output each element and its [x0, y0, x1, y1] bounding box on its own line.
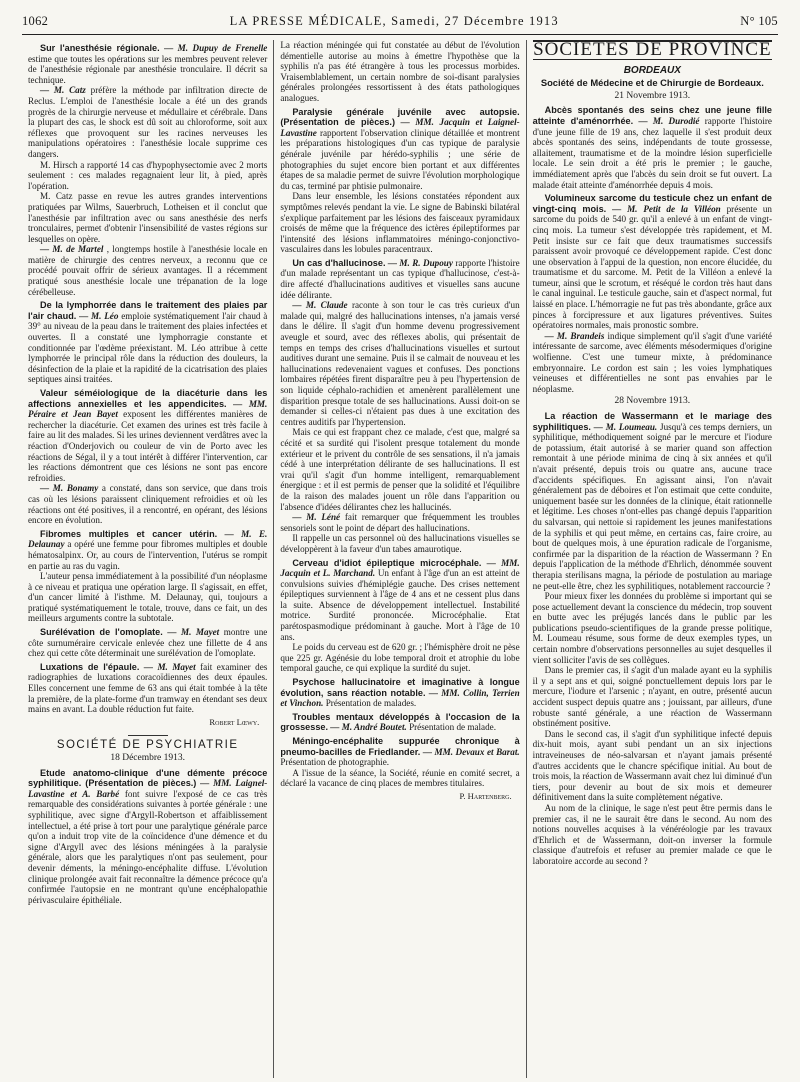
paragraph-text: présente un sarcome du poids de 540 gr. qu'il a enlevé à un enfant de vingt-cinq mois. La tumeur s'est développée très rapidement, et M. Petit insiste sur ce fait que deux traumatismes successifs paraissent avoir provoqué ce développement rapide. C'est donc une observation à l'appui de la question, non encore élucidée, du traumatisme et du sarcome. M. Petit de la Villéon a enlevé la tumeur, ainsi que le scrotum, et réséqué le cordon très haut dans le canal inguinal. Le testicule gauche, sain et d'aspect normal, fut laissé en place. L'hémorragie ne fut pas très abondante, grâce aux pinces à forcipressure et aux ligatures préventives. Suites opératoires normales, mais pronostic sombre.: [532, 203, 772, 331]
paragraph-text: a opéré une femme pour fibromes multiples et double hématosalpinx. Or, au cours de l'intervention, l'utérus se rompit en partie au ras du vagin.: [28, 539, 268, 571]
author-name: — M. Catz: [40, 85, 86, 96]
article-heading: Méningo-encéphalite suppurée chronique à pneumo-bacilles de Friedlander.: [280, 736, 520, 757]
article-heading: La réaction de Wassermann et le mariage des syphilitiques.: [532, 411, 772, 432]
paragraph-text: fait remarquer que fréquemment les troubles sensoriels sont le point de départ des hallucinations.: [280, 512, 520, 533]
paragraph-text: Le poids du cerveau est de 620 gr. ; l'hémisphère droit ne pèse que 225 gr. Agénésie du lobe temporal droit et atrophie du lobe temporal gauche, ce qui explique la surdité du sujet.: [280, 642, 520, 674]
article-paragraph: [533, 411, 772, 591]
article-heading: Sur l'anesthésie régionale.: [40, 43, 160, 53]
article-heading: Surélévation de l'omoplate.: [40, 627, 163, 638]
author-name: — M. Petit de la Villéon: [612, 203, 721, 214]
paragraph-text: Mais ce qui est frappant chez ce malade, c'est que, malgré sa cécité et sa surdité qui l'isolent presque totalement du monde extérieur et le privent du contrôle de ses sensations, il n'a jamais cédé à une interprétation délirante de ses hallucinations. Il est vrai qu'il s'agit d'un homme intelligent, remarquablement énergique : et il est permis de penser que la solidité et l'équilibre de la raison des malades jouent un rôle dans l'apparition ou l'absence d'idées délirantes chez les hallucinés.: [280, 427, 520, 512]
paragraph-text: Pour mieux fixer les données du problème si important qui se pose actuellement devant la conscience du médecin, trop souvent en butte avec les préjugés lancés dans le public par les publications pseudo-scientifiques de la grande presse politique, M. Loumeau résume, sous forme de deux exemples types, un certain nombre d'observations personnelles au sujet desquelles il vient solliciter l'avis de ses collègues.: [532, 591, 772, 665]
article-paragraph: [28, 85, 267, 159]
article-paragraph: [533, 331, 772, 395]
author-name: — M. R. Dupouy: [387, 257, 453, 268]
article-paragraph: [533, 729, 772, 803]
session-date: 18 Décembre 1913.: [110, 753, 185, 763]
paragraph-text: emploie systématiquement l'air chaud à 39° au niveau de la peau dans le traitement des plaies infectées et ouvertes. Il a constaté une lymphorragie constante et conditionnée par l'œdème préexistant. M. Léo attribue à cette lymphorrée le principal rôle dans la réduction des douleurs, la désinfection de la plaie et la rapidité de la cicatrisation des plaies septiques ainsi traitées.: [28, 310, 268, 385]
article-heading: Valeur séméiologique de la diacéturie dans les affections annexielles et les appendicites.: [28, 388, 268, 409]
article-paragraph: [28, 388, 267, 483]
article-paragraph: [280, 677, 519, 709]
paragraph-text: rapportent l'observation clinique détaillée et montrent les préparations histologiques d'un cas typique de paralysie générale juvénile par hérédo-syphilis ; une série de photographies du sujet encore bien portant et aux différentes étapes de sa maladie permet de suivre l'évolution morphologique du cas, terminé par phtisie pulmonaire.: [280, 127, 520, 191]
author-name: — M. E. Delaunay: [28, 528, 268, 550]
author-name: — MM. Collin, Terrien et Vinchon.: [280, 687, 520, 709]
article-heading: Fibromes multiples et cancer utérin.: [40, 528, 218, 539]
signature: P. Hartenberg.: [459, 790, 512, 801]
paragraph-text: Présentation de photographie.: [280, 757, 390, 768]
paragraph-text: a constaté, dans son service, que dans trois cas où les lésions paraissent cliniquement refroidies et où les réactions ont été positives, il a rencontré, en opérant, des lésions encore en évolution.: [28, 483, 268, 526]
journal-title: LA PRESSE MÉDICALE, Samedi, 27 Décembre 1913: [229, 14, 559, 28]
article-paragraph: [280, 712, 519, 733]
paragraph-text: estime que toutes les opérations sur les membres peuvent relever de l'anesthésie régionale par anesthésie tronculaire. Il décrit sa technique.: [28, 53, 268, 85]
paragraph-text: M. Catz passe en revue les autres grandes interventions pratiquées par Wilms, Sauerbruch, Lotheisen et il conclut que l'anesthésie par infiltration avec ou sans anesthésie des nerfs tronculaires, permet d'obtenir l'insensibilité de vastes régions sur lesquelles on opère.: [28, 191, 268, 244]
page-header: [22, 14, 778, 36]
author-name: — M. Mayet: [143, 661, 196, 672]
article-paragraph: [280, 558, 519, 643]
paragraph-text: Dans le second cas, il s'agit d'un syphilitique infecté depuis dix-huit mois, ayant subi pendant un an six injections intraveineuses de néo-salvarsan et n'ayant jamais présenté d'autres accidents que le chancre spécifique initial. Au bout de trois mois, la réaction de Wassermann avait chez lui diminué d'un tiers, pour devenir au bout de six mois et demeurer définitivement dans la suite complètement négative.: [532, 728, 772, 803]
article-paragraph: [533, 105, 772, 190]
author-name: — M. Durodié: [638, 115, 700, 126]
article-paragraph: [28, 191, 267, 244]
paragraph-text: rapporte l'histoire d'un malade représentant un cas typique d'hallucinose, c'est-à-dire affecté d'hallucinations auditives et visuelles sans aucune idée délirante.: [280, 257, 520, 300]
article-paragraph: [280, 533, 519, 554]
article-paragraph: [28, 768, 267, 906]
paragraph-text: montre une côte surnuméraire cervicale enlevée chez une fillette de 4 ans chez qui cette côte déterminait une surélévation de l'omoplate.: [28, 627, 268, 659]
section-title-box: SOCIÉTÉS DE PROVINCE: [533, 40, 772, 60]
article-paragraph: [280, 768, 519, 789]
article-heading: Un cas d'hallucinose.: [292, 257, 386, 268]
author-name: — M. Dupuy de Frenelle: [164, 43, 268, 53]
article-heading: Abcès spontanés des seins chez une jeune fille atteinte d'aménorrhée.: [532, 105, 772, 126]
paragraph-text: Il rappelle un cas personnel où des hallucinations visuelles se développèrent à la faveur d'un tabes amaurotique.: [280, 533, 520, 554]
paragraph-text: Un enfant à l'âge d'un an est atteint de convulsions suivies d'hémiplégie gauche. Des crises nettement épileptiques surviennent à l'âge de 4 ans et ne cessent plus dans la suite. Absence de développement intellectuel. Instabilité motrice. Surdité prononcée. Microcéphalie. Etat parétospasmodique prédominant à gauche. Mort à l'âge de 10 ans.: [280, 568, 520, 642]
author-name: — M. Brandeis: [544, 330, 605, 341]
author-name: — M. Bonamy: [40, 483, 99, 494]
column-right: [526, 40, 778, 1078]
author-name: — MM. Jacquin et L. Marchand.: [280, 557, 520, 579]
article-paragraph: [28, 483, 267, 525]
issue-number: N° 105: [740, 14, 778, 28]
author-name: — M. de Martel: [40, 244, 104, 255]
article-paragraph: [280, 642, 519, 674]
article-paragraph: [280, 512, 519, 533]
article-paragraph: [280, 258, 519, 300]
author-name: — M. Mayet: [167, 627, 220, 638]
header-rule: [22, 34, 778, 35]
article-heading: Cerveau d'idiot épileptique microcéphale.: [292, 557, 482, 568]
signature: Robert Lœwy.: [209, 716, 260, 727]
author-name: — M. Léo: [79, 310, 119, 321]
article-paragraph: [28, 244, 267, 297]
paragraph-text: rapporte l'histoire d'une jeune fille de 19 ans, chez laquelle il s'est produit deux abcès spontanés des seins, indépendants de toute grossesse, allaitement, traumatisme et de la moindre lésion superficielle locale. Le sein droit a été pris le premier ; le gauche, immédiatement après que l'abcès du sein droit se fut ouvert. La malade était atteinte d'aménorrhée depuis 4 mois.: [532, 115, 772, 190]
column-middle: [273, 40, 525, 1078]
article-paragraph: [533, 803, 772, 867]
section-separator: [128, 735, 168, 736]
article-paragraph: [280, 300, 519, 427]
column-left: [22, 40, 273, 1078]
article-paragraph: [280, 107, 519, 192]
article-heading: Paralysie générale juvénile avec autopsie. (Présentation de pièces.): [280, 106, 520, 128]
paragraph-text: Dans leur ensemble, les lésions constatées répondent aux symptômes relevés pendant la vie. Le signe de Babinski bilatéral s'explique parfaitement par les lésions des faisceaux pyramidaux croisés de même que la fréquence des ictères épileptiformes par l'intensité des lésions inflammatoires méningo-conjonctivo-vasculaires dans les lobules paracentraux.: [280, 191, 520, 255]
author-name: — MM. Laignel-Lavastine et A. Barbé: [28, 778, 268, 799]
paragraph-text: préfère la méthode par infiltration directe de Reclus. L'emploi de l'anesthésie locale a été un des grands progrès de la chirurgie nerveuse et médullaire et cérébrale. Dans la plupart des cas, le shock est dû soit au chloroforme, soit aux réflexes que provoquent sur les racines nerveuses les manipulations opératoires : l'anesthésie locale supprime ces dangers.: [28, 85, 268, 159]
author-name: — MM. Jacquin et Laignel-Lavastine: [280, 117, 520, 138]
article-paragraph: [28, 662, 267, 715]
article-heading: Volumineux sarcome du testicule chez un enfant de vingt-cinq mois.: [532, 193, 772, 214]
section-title: SOCIÉTÉ DE PSYCHIATRIE: [56, 739, 239, 752]
article-heading: Troubles mentaux développés à l'occasion de la grossesse.: [280, 711, 520, 733]
article-heading: Etude anatomo-clinique d'une démente précoce syphilitique. (Présentation de pièces.): [28, 767, 268, 789]
article-paragraph: [28, 529, 267, 571]
paragraph-text: A l'issue de la séance, la Société, réunie en comité secret, a déclaré la vacance de cinq places de membres titulaires.: [280, 767, 520, 789]
society-name: Société de Médecine et de Chirurgie de Bordeaux.: [540, 77, 764, 89]
paragraph-text: font suivre l'exposé de ce cas très remarquable des considérations suivantes à portée générale : une syphilitique, avec signe d'Argyll-Robertson et affaiblissement intellectuel, a été prise à tort pour une paralytique générale parce qu'on a induit trop vite de la coïncidence d'une démence et du signe d'Argyll avec des lésions méningées à la paralysie générale, alors que les paralytiques n'ont pas seulement, pour devenir déments, la méningo-encéphalite diffuse. L'évolution clinique prolongée avait fait reconnaître la démence précoce qu'a confirmée l'autopsie en ne montrant qu'une encéphalopathie périvasculaire épithéliale.: [28, 788, 268, 905]
paragraph-text: Présentation de malade.: [409, 722, 496, 733]
paragraph-text: exposent les différentes manières de rechercher la diacéturie. Cet examen des urines est très facile à faire au lit des malades. Si les urines deviennent verdâtres avec la réaction d'Onderjovich ou couleur de vin de Porto avec les réactions de Ségal, il y a tout intérêt à différer l'intervention, car les réactions démontrent que ces lésions ne sont pas encore refroidies.: [28, 409, 268, 483]
paragraph-text: M. Hirsch a rapporté 14 cas d'hypophysectomie avec 2 morts seulement : ces malades regagnaient leur lit, à pied, après l'opération.: [28, 159, 268, 191]
article-paragraph: [280, 736, 519, 768]
session-date: 21 Novembre 1913.: [614, 90, 691, 101]
article-paragraph: [28, 300, 267, 385]
article-paragraph: [28, 627, 267, 659]
article-paragraph: [28, 571, 267, 624]
article-paragraph: [28, 43, 267, 85]
article-paragraph: [533, 591, 772, 665]
paragraph-text: indique simplement qu'il s'agit d'une variété intéressante de sarcome, avec éléments mésodermiques d'origine wolfienne. C'est une tumeur mixte, à prédominance embryonnaire. Le cordon est sain ; les voies lymphatiques veineuses et différentielles ne sont pas envahies par le néoplasme.: [532, 330, 772, 394]
page-number: 1062: [22, 14, 49, 28]
article-heading: Psychose hallucinatoire et imaginative à longue évolution, sans réaction notable.: [280, 677, 520, 698]
paragraph-text: L'auteur pensa immédiatement à la possibilité d'un néoplasme à ce niveau et pratiqua une opération large. Il s'agissait, en effet, d'un cancer limité à l'isthme. M. Delaunay, qui, toujours a pratiqué systématiquement le totale, trouve, dans ce fait, un des meilleurs arguments contre la subtotale.: [28, 571, 268, 624]
paragraph-text: , longtemps hostile à l'anesthésie locale en matière de chirurgie des centres nerveux, a reconnu que ce procédé pouvait offrir de sérieux avantages. Il a récemment pratiqué sous anesthésie locale une trépanation de la loge cérébelleuse.: [28, 244, 268, 297]
author-name: — M. Loumeau.: [593, 421, 658, 432]
paragraph-text: fait examiner des radiographies de luxations coracoïdiennes des deux épaules. Elles concernent une femme de 63 ans qui était tombée à la tête la première, de la plate-forme d'un tramway en étendant ses deux mains en avant. La double réduction fut faite.: [28, 661, 268, 715]
city-heading: BORDEAUX: [623, 64, 681, 76]
article-heading: De la lymphorrée dans le traitement des plaies par l'air chaud.: [28, 300, 268, 321]
article-paragraph: [28, 160, 267, 192]
article-paragraph: [533, 193, 772, 331]
columns: [22, 40, 778, 1078]
paragraph-text: Présentation de malades.: [325, 698, 417, 709]
paragraph-text: Jusqu'à ces temps derniers, un syphilitique, méthodiquement soigné par le mercure et l'iodure de potassium, était autorisé à se marier quand son affection remontait à une période minima de cinq à six années et qu'il n'avait présenté, depuis trois ou quatre ans, aucune trace d'accidents spécifiques. En agissant ainsi, l'on n'avait généralement pas de déboires et l'on estimait que cette conduite, uniquement basée sur les données de la clinique, était rationnelle et légitime. Les choses n'ont-elles pas changé depuis l'apparition du salvarsan, qui nettoie si rapidement les jeunes manifestations de la syphilis et qui peut même, en certains cas, faire croire, au bout de quelques mois, à une épuration radicale de l'organisme, confirmée par la disparition de la réaction de Wassermann ? En depuis l'application de la méthode d'Ehrlich, dénommée souvent therapia sterilisans magna, la période de postulation au mariage ne peut-elle être, chez les syphilitiques, notablement raccourcie ?: [532, 421, 772, 591]
author-name: — M. André Boutet.: [330, 722, 407, 733]
paragraph-text: Dans le premier cas, il s'agit d'un malade ayant eu la syphilis il y a sept ans et qui, soigné ponctuellement depuis lors par le mercure, l'iodure et l'arsenic ; n'ayant, en outre, présenté aucun accident suspect depuis quatre ans ; jouissant, par ailleurs, d'une robuste santé générale, a une réaction de Wassermann obstinément positive.: [532, 665, 772, 729]
article-paragraph: [280, 40, 519, 104]
article-paragraph: [280, 191, 519, 255]
article-paragraph: [280, 427, 519, 512]
author-name: — M. Léné: [292, 512, 341, 523]
paragraph-text: raconte à son tour le cas très curieux d'un malade qui, malgré des hallucinations intenses, n'a jamais versé dans le délire. Il s'agit d'un homme devenu progressivement aveugle et sourd, avec des réflexes abolis, qui présentait de temps en temps des crises d'hallucinations visuelles et surtout auditives durant une semaine. Puis il se calmait de nouveau et les hallucinations redevenaient vagues et confuses. Des ponctions lombaires répétées firent disparaître peu à peu l'hypertension de son liquide céphalo-rachidien et amenèrent parallèlement une disparition presque totale de ses hallucinations. Aussi doit-on se demander si celles-ci n'étaient pas dues à une excitation des centres auditifs par l'hypertension.: [280, 300, 520, 427]
author-name: — M. Claude: [292, 300, 348, 311]
session-date: 28 Novembre 1913.: [614, 396, 691, 407]
article-paragraph: [533, 665, 772, 729]
author-name: — MM. Péraire et Jean Bayet: [28, 398, 268, 420]
author-name: — MM. Devaux et Barat.: [422, 746, 520, 757]
paragraph-text: La réaction méningée qui fut constatée au début de l'évolution démentielle autorise au moins à émettre l'hypothèse que la syphilis n'a pas été étrangère à tous les processus morbides. Vraisemblablement, un certain nombre de soi-disant paralysies générales prolongées ressortissent à des états pathologiques analogues.: [280, 40, 520, 103]
paragraph-text: Au nom de la clinique, le sage n'est peut être permis dans le premier cas, il ne le saurait être dans le second. Au nom des notions nouvelles acquises à la vénéréologie par les travaux d'Ehrlich et de Wassermann, doit-on inverser la formule classique d'autrefois et refuser au premier malade ce que le laboratoire accorde au second ?: [532, 802, 772, 866]
article-heading: Luxations de l'épaule.: [40, 661, 140, 672]
